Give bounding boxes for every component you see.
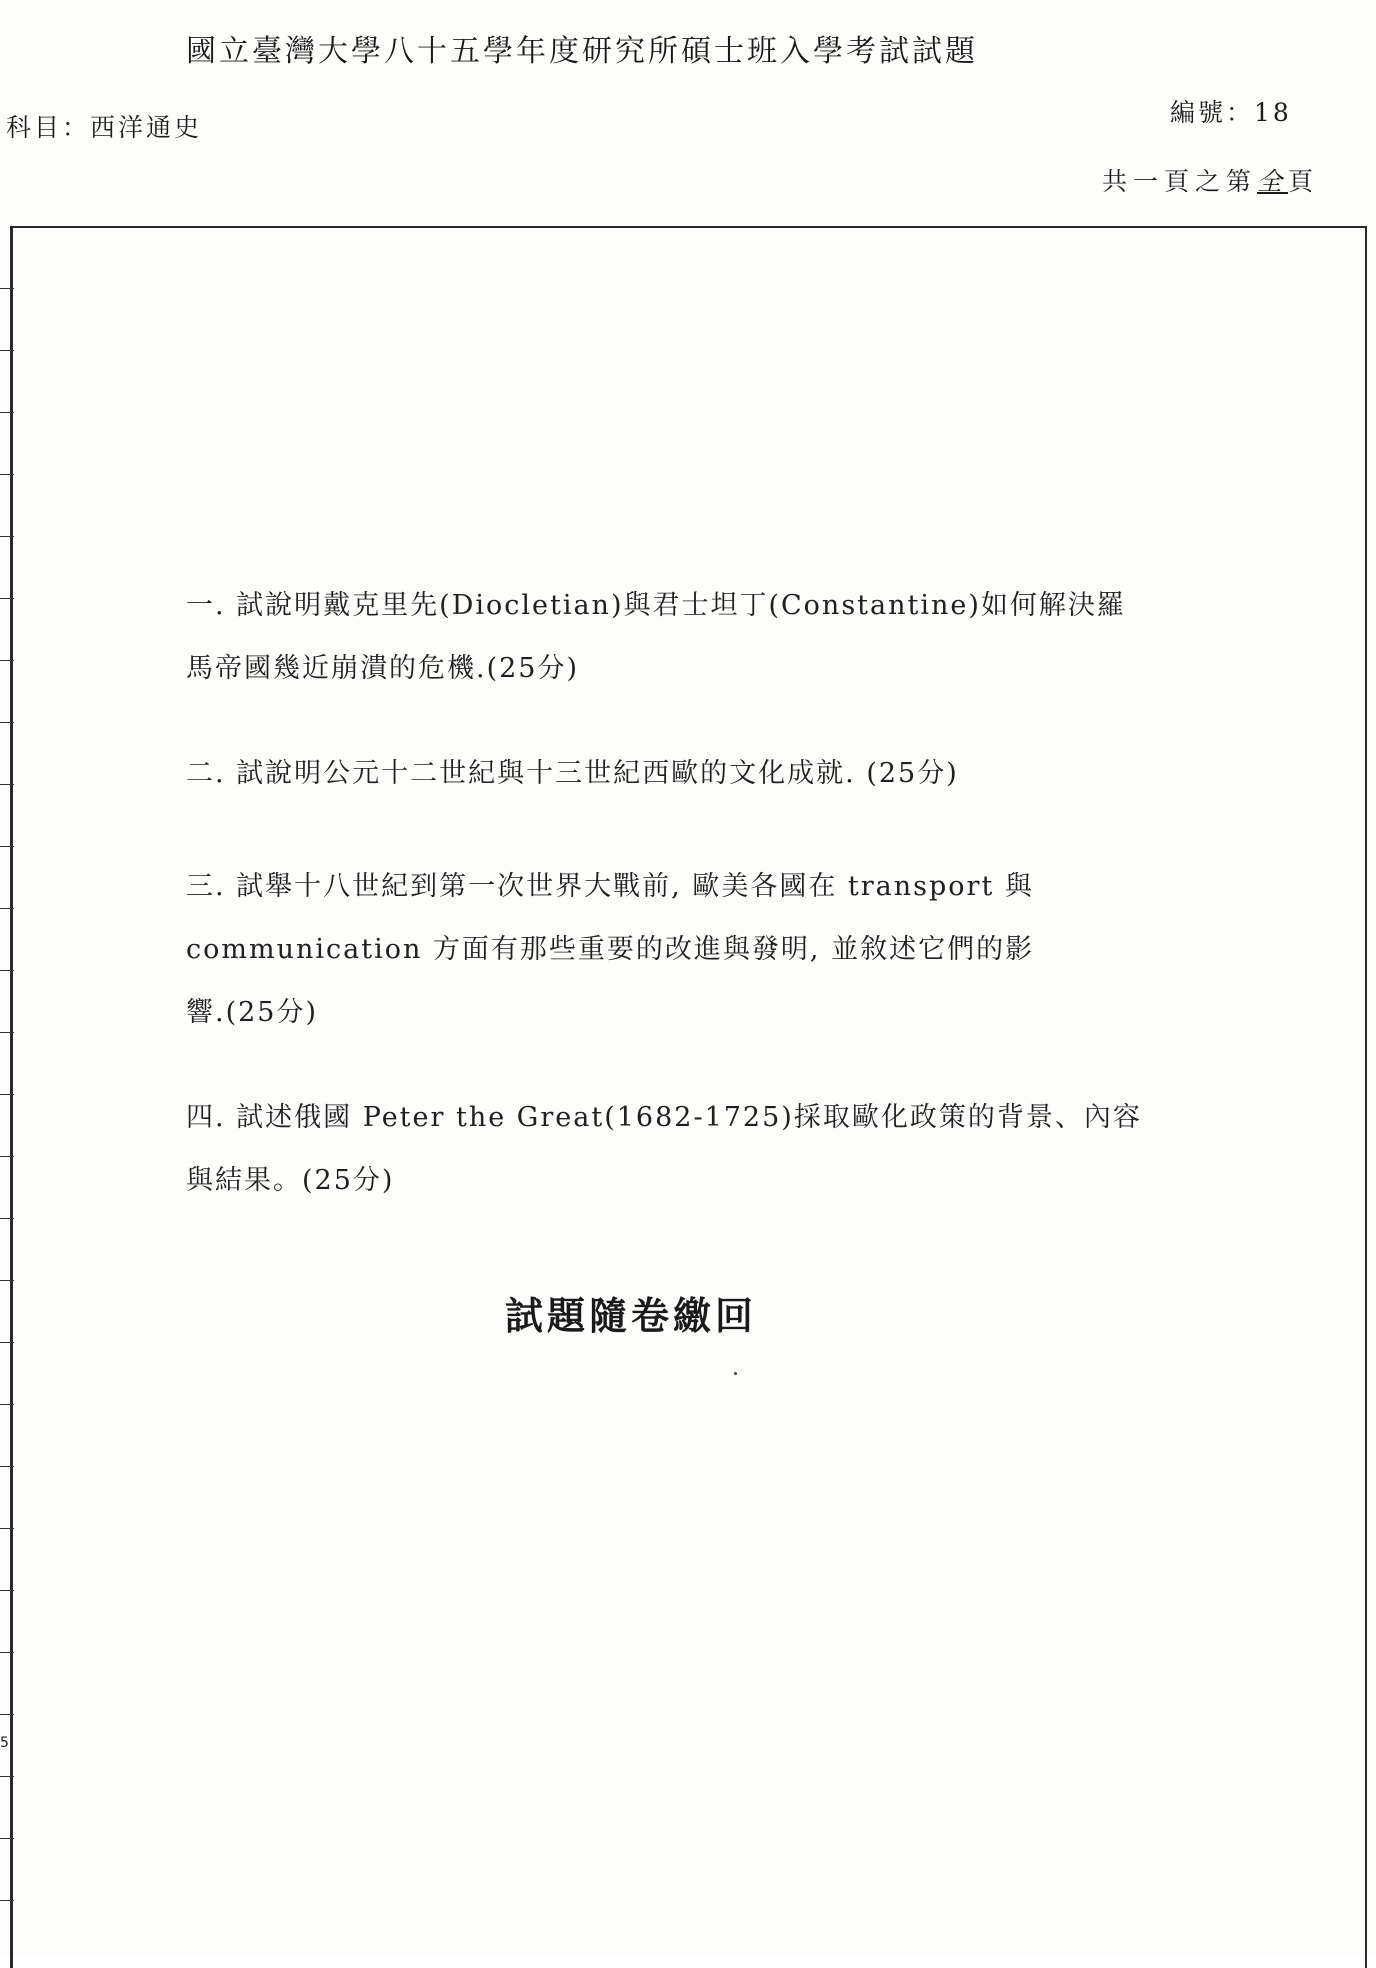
question-3-line-2: communication 方面有那些重要的改進與發明, 並敘述它們的影 [186,934,1035,965]
ruler-tick [0,1404,14,1405]
ruler-tick [0,660,14,661]
ruler-tick [0,1342,14,1343]
ruler-tick [0,722,14,723]
ruler-tick [0,1652,14,1653]
return-stamp: 試題隨卷繳回 [505,1293,758,1338]
ruler-tick [0,1714,14,1715]
page-count-suffix: 頁 [1288,167,1320,196]
page-count-prefix: 共一頁之第 [1102,167,1258,196]
scan-speck [734,1372,737,1375]
ruler-tick [0,350,14,351]
question-2-line-1: 二. 試說明公元十二世紀與十三世紀西歐的文化成就. (25分) [186,758,959,789]
ruler-tick [0,1218,14,1219]
question-3 [186,855,1146,1044]
ruler-tick [0,1094,14,1095]
ruler-tick [0,288,14,289]
ruler-tick [0,536,14,537]
subject-label: 科目：西洋通史 [6,113,203,142]
ruler-tick [0,474,14,475]
ruler-tick [0,1776,14,1777]
page-count-handwritten: 全 [1257,167,1289,196]
ruler-tick [0,1280,14,1281]
question-4 [186,1086,1216,1212]
question-1 [186,574,1206,700]
question-2 [186,742,1186,805]
ruler-tick [0,1838,14,1839]
ruler-tick [0,1528,14,1529]
exam-title: 國立臺灣大學八十五學年度研究所碩士班入學考試試題 [186,34,978,69]
page-count [1102,162,1319,198]
ruler-tick [0,1900,14,1901]
ruler-tick [0,1156,14,1157]
question-1-line-2: 馬帝國幾近崩潰的危機.(25分) [186,653,580,684]
ruler-tick [0,1032,14,1033]
ruler-tick [0,1466,14,1467]
margin-mark: 5 [0,1735,9,1751]
question-1-line-1: 一. 試說明戴克里先(Diocletian)與君士坦丁(Constantine)如何解決羅 [186,590,1126,621]
ruler-tick [0,598,14,599]
ruler-tick [0,970,14,971]
question-4-line-2: 與結果。(25分) [186,1165,395,1196]
ruler-tick [0,908,14,909]
exam-code: 編號：18 [1170,98,1292,127]
ruler-tick [0,412,14,413]
question-4-line-1: 四. 試述俄國 Peter the Great(1682-1725)採取歐化政策的背景、內容 [186,1102,1142,1133]
ruler-tick [0,1590,14,1591]
question-3-line-1: 三. 試舉十八世紀到第一次世界大戰前, 歐美各國在 transport 與 [186,871,1034,902]
ruler-tick [0,784,14,785]
question-3-line-3: 響.(25分) [186,997,319,1028]
ruler-tick [0,846,14,847]
